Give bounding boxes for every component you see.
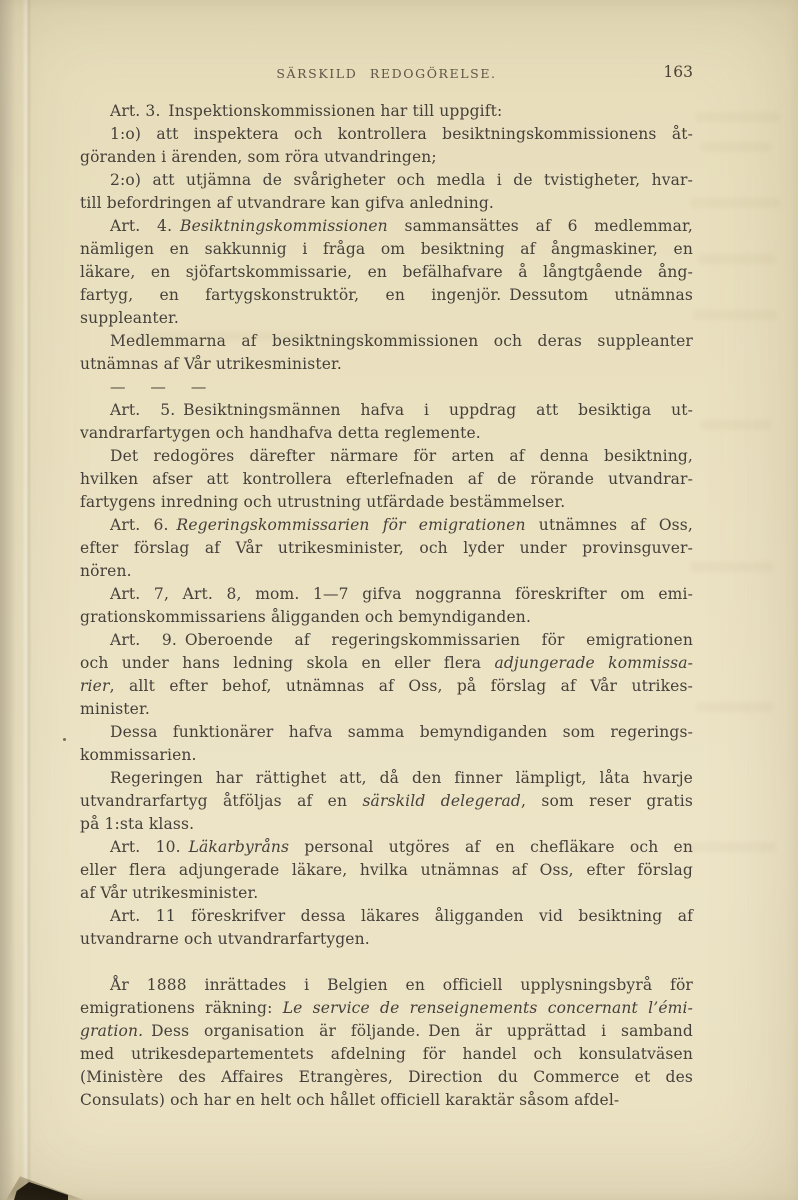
text-line: År 1888 inrättades i Belgien en officiell upplysningsbyrå för xyxy=(110,976,693,994)
text-line: Art. 11 föreskrifver dessa läkares åligganden vid besiktning af xyxy=(110,907,693,925)
paragraph xyxy=(80,721,693,767)
text-line: Art. 10. Läkarbyråns personal utgöres af en chefläkare och en xyxy=(110,838,694,856)
text-line: Det redogöres därefter närmare för arten af denna besiktning, xyxy=(110,447,693,465)
show-through-mark xyxy=(693,310,777,320)
text-line: nören. xyxy=(80,562,132,580)
text-line: Regeringen har rättighet att, då den finner lämpligt, låta hvarje xyxy=(110,769,693,787)
paragraph xyxy=(80,767,693,836)
text-line: Art. 9. Oberoende af regeringskommissarien för emigrationen xyxy=(110,631,693,649)
running-title: SÄRSKILD REDOGÖRELSE. xyxy=(276,66,497,81)
text-line: Art. 6. Regeringskommissarien för emigrationen utnämnes af Oss, xyxy=(110,516,693,534)
text-line: till befordringen af utvandrare kan gifva anledning. xyxy=(80,194,494,212)
show-through-mark xyxy=(690,562,774,572)
text-line: göranden i ärenden, som röra utvandringen; xyxy=(80,148,437,166)
paragraph xyxy=(80,836,693,905)
text-line: utnämnas af Vår utrikesminister. xyxy=(80,355,342,373)
page-header xyxy=(80,63,693,81)
show-through-mark xyxy=(698,254,776,264)
text-line: Art. 4. Besiktningskommissionen sammansättes af 6 medlemmar, xyxy=(110,217,693,235)
paragraph xyxy=(80,123,693,169)
show-through-mark xyxy=(700,420,772,430)
text-line: emigrationens räkning: Le service de renseignements concernant l’émi- xyxy=(80,999,693,1017)
text-line: Dessa funktionärer hafva samma bemyndiganden som regerings- xyxy=(110,723,693,741)
paragraph xyxy=(80,399,693,445)
paragraph xyxy=(80,583,693,629)
show-through-mark xyxy=(700,142,772,152)
text-line: hvilken afser att kontrollera efterlefnaden af de rörande utvandrar- xyxy=(80,470,693,488)
text-line: fartyg, en fartygskonstruktör, en ingenjör. Dessutom utnämnas xyxy=(80,286,693,304)
show-through-mark xyxy=(695,702,773,712)
show-through-mark xyxy=(695,112,780,122)
text-line: Medlemmarna af besiktningskommissionen och deras suppleanter xyxy=(110,332,693,350)
text-line: minister. xyxy=(80,700,150,718)
body-text xyxy=(80,100,693,1112)
text-line: Art. 3. Inspektionskommissionen har till uppgift: xyxy=(110,102,503,120)
show-through-mark xyxy=(688,842,776,852)
text-line: och under hans ledning skola en eller flera adjungerade kommissa- xyxy=(80,654,693,672)
text-line: efter förslag af Vår utrikesminister, och lyder under provinsguver- xyxy=(80,539,693,557)
text-line: suppleanter. xyxy=(80,309,179,327)
text-line: läkare, en sjöfartskommissarie, en befälhafvare å långtgående ång- xyxy=(80,263,693,281)
text-line: utvandrarne och utvandrarfartygen. xyxy=(80,930,370,948)
text-line: grationskommissariens åligganden och bemyndiganden. xyxy=(80,608,532,626)
binding-crease xyxy=(22,0,31,1200)
text-line: af Vår utrikesminister. xyxy=(80,884,259,902)
text-line: Art. 5. Besiktningsmännen hafva i uppdrag att besiktiga ut- xyxy=(110,401,693,419)
text-line: med utrikesdepartementets afdelning för handel och konsulatväsen xyxy=(80,1045,693,1063)
paragraph xyxy=(80,100,693,123)
text-line: eller flera adjungerade läkare, hvilka utnämnas af Oss, efter förslag xyxy=(80,861,693,879)
text-line: kommissarien. xyxy=(80,746,197,764)
text-line: (Ministère des Affaires Etrangères, Direction du Commerce et des xyxy=(80,1068,693,1086)
paragraph xyxy=(80,974,693,1112)
paragraph xyxy=(80,514,693,583)
text-line: 1:o) att inspektera och kontrollera besiktningskommissionens åt- xyxy=(110,125,693,143)
section-separator: — — — xyxy=(110,378,208,396)
text-line: utvandrarfartyg åtföljas af en särskild delegerad, som reser gratis xyxy=(80,792,693,810)
ink-speck xyxy=(63,738,66,741)
text-line: nämligen en sakkunnig i fråga om besiktning af ångmaskiner, en xyxy=(80,240,693,258)
page-left-edge xyxy=(0,0,16,1200)
text-line: på 1:sta klass. xyxy=(80,815,195,833)
paragraph xyxy=(80,905,693,951)
text-line: vandrarfartygen och handhafva detta reglemente. xyxy=(80,424,481,442)
text-line: Consulats) och har en helt och hållet officiell karaktär såsom afdel- xyxy=(80,1091,620,1109)
text-line: gration. Dess organisation är följande. Den är upprättad i samband xyxy=(80,1022,693,1040)
paragraph xyxy=(80,445,693,514)
paragraph xyxy=(80,169,693,215)
text-line: Art. 7, Art. 8, mom. 1—7 gifva noggranna föreskrifter om emi- xyxy=(110,585,693,603)
page-number: 163 xyxy=(663,63,693,81)
text-line: rier, allt efter behof, utnämnas af Oss, på förslag af Vår utrikes- xyxy=(80,677,693,695)
text-line: 2:o) att utjämna de svårigheter och medla i de tvistigheter, hvar- xyxy=(110,171,693,189)
paragraph xyxy=(80,330,693,376)
paragraph xyxy=(80,215,693,330)
paragraph xyxy=(80,629,693,721)
show-through-mark xyxy=(690,198,780,208)
text-line: fartygens inredning och utrustning utfärdade bestämmelser. xyxy=(80,493,566,511)
